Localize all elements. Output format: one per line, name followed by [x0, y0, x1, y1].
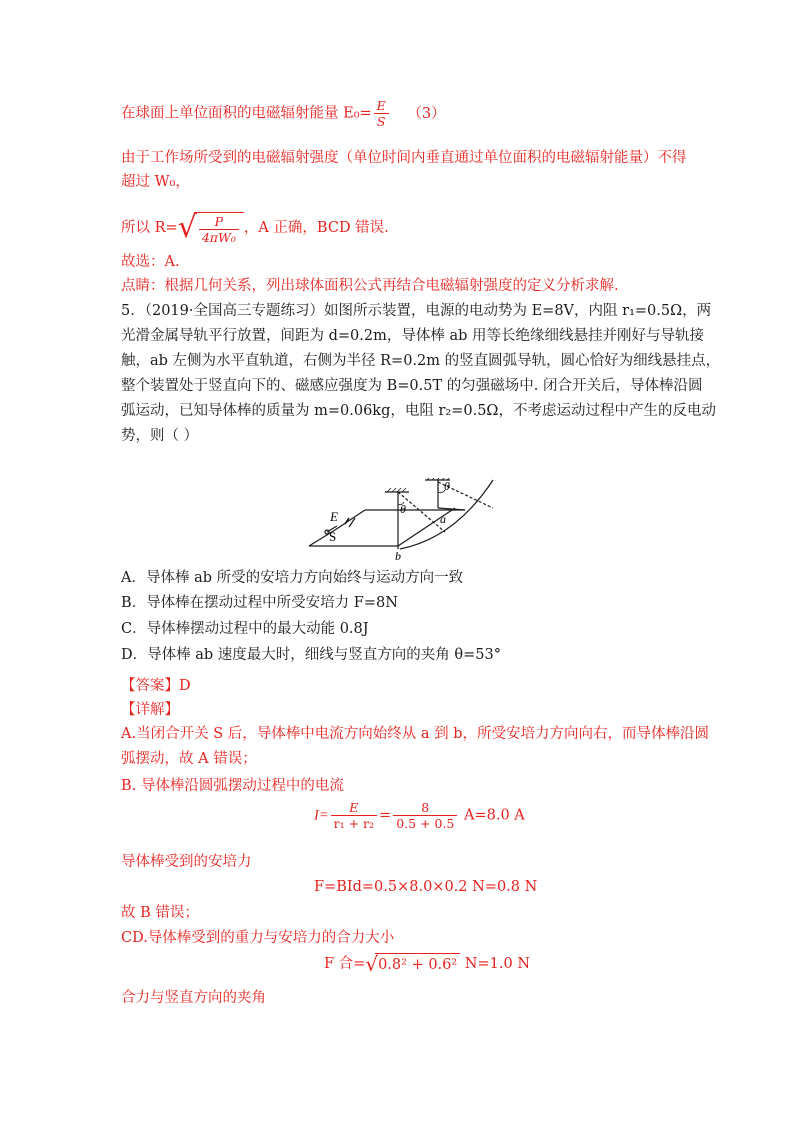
- force-equation: F=BId=0.5×8.0×0.2 N=0.8 N: [314, 879, 538, 895]
- expl-b-line-2: 导体棒受到的安培力: [121, 854, 252, 870]
- fraction-E-over-S: $\frac{E}{S}$: [374, 98, 389, 129]
- answer-label: 【答案】D: [121, 678, 191, 694]
- energy-per-area-line: 在球面上单位面积的电磁辐射能量 E₀= $\frac{E}{S}$ （3）: [121, 98, 446, 129]
- question-5-line-2: 光滑金属导轨平行放置，间距为 d=0.2m，导体棒 ab 用等长绝缘细线悬挂并刚好与导轨接: [121, 328, 704, 344]
- circuit-diagram: [305, 478, 505, 564]
- label-E: E: [330, 509, 338, 524]
- question-5-line-1: 5．（2019·全国高三专题练习）如图所示装置，电源的电动势为 E=8V，内阻 r₁=0.5Ω，两: [121, 303, 712, 319]
- label-theta-top: θ: [444, 479, 450, 493]
- choose-a-line: 故选：A.: [121, 254, 180, 270]
- option-b: B．导体棒在摆动过程中所受安培力 F=8N: [121, 595, 398, 611]
- question-5-line-3: 触，ab 左侧为水平直轨道，右侧为半径 R=0.2m 的竖直圆弧导轨，圆心恰好为细线悬挂点，: [121, 353, 721, 369]
- question-5-line-6: 势，则（ ）: [121, 428, 199, 444]
- expl-cd-line-1: CD.导体棒受到的重力与安培力的合力大小: [121, 930, 395, 946]
- expl-cd-line-2: 合力与竖直方向的夹角: [121, 990, 266, 1006]
- radiation-limit-line-2: 超过 W₀，: [121, 174, 190, 190]
- radius-result-line: 所以 R=√ $\frac{P}{\text{4πW₀}}$ ，A 正确，BCD 错误.: [121, 208, 389, 248]
- expl-a-line-1: A.当闭合开关 S 后，导体棒中电流方向始终从 a 到 b，所受安培力方向向右，而导体棒沿圆: [121, 726, 709, 742]
- option-d: D．导体棒 ab 速度最大时，细线与竖直方向的夹角 θ=53°: [121, 647, 501, 663]
- label-S: S: [329, 529, 337, 544]
- option-a: A．导体棒 ab 所受的安培力方向始终与运动方向一致: [121, 570, 464, 586]
- resultant-force-equation: F 合=√0.8² + 0.6² N=1.0 N: [324, 952, 531, 976]
- current-equation: I= $\frac{E}{\text{r₁ + r₂}}$ = $\frac{8}{0.5 + 0.5}$ A=8.0 A: [314, 800, 525, 831]
- question-5-line-4: 整个装置处于竖直向下的、磁感应强度为 B=0.5T 的匀强磁场中. 闭合开关后，导体棒沿圆: [121, 378, 703, 394]
- label-a: a: [440, 512, 446, 526]
- expl-a-line-2: 弧摆动，故 A 错误；: [121, 751, 257, 767]
- detail-label: 【详解】: [121, 702, 179, 718]
- label-theta-center: θ: [400, 502, 406, 516]
- option-c: C．导体棒摆动过程中的最大动能 0.8J: [121, 621, 369, 637]
- expl-b-line-1: B. 导体棒沿圆弧摆动过程中的电流: [121, 778, 344, 794]
- question-5-line-5: 弧运动，已知导体棒的质量为 m=0.06kg，电阻 r₂=0.5Ω，不考虑运动过程中产生的反电动: [121, 403, 716, 419]
- label-b: b: [395, 549, 401, 563]
- expl-b-line-3: 故 B 错误；: [121, 905, 199, 921]
- radiation-limit-line-1: 由于工作场所受到的电磁辐射强度（单位时间内垂直通过单位面积的电磁辐射能量）不得: [121, 150, 687, 166]
- comment-line: 点睛：根据几何关系，列出球体面积公式再结合电磁辐射强度的定义分析求解.: [121, 278, 619, 294]
- sqrt-P-over-4piW0: √ $\frac{P}{\text{4πW₀}}$: [178, 208, 244, 248]
